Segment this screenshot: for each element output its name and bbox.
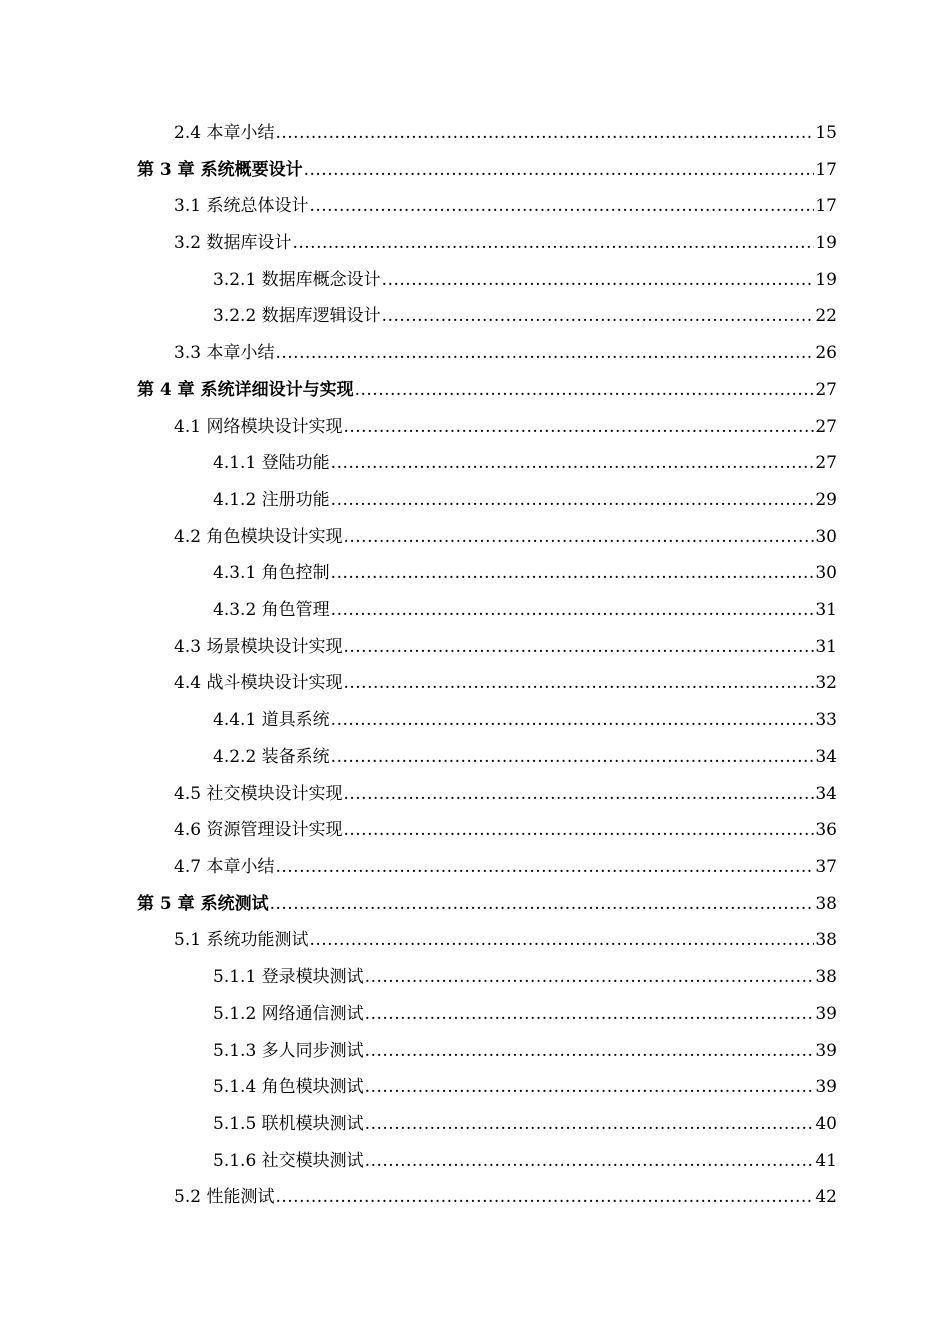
toc-entry-page: 33: [815, 710, 837, 730]
toc-dot-leader: [343, 669, 814, 697]
toc-entry[interactable]: [174, 339, 837, 367]
toc-entry-title: 3.2 数据库设计: [174, 233, 292, 253]
toc-dot-leader: [304, 156, 815, 184]
toc-dot-leader: [343, 413, 814, 441]
toc-entry-page: 19: [815, 270, 837, 290]
toc-entry-page: 15: [815, 123, 837, 143]
toc-entry-title: 4.4 战斗模块设计实现: [174, 673, 343, 693]
toc-entry-title: 5.1.5 联机模块测试: [213, 1114, 364, 1134]
toc-dot-leader: [275, 119, 814, 147]
toc-entry-title: 5.1.1 登录模块测试: [213, 967, 364, 987]
toc-subentry[interactable]: [213, 449, 837, 477]
toc-entry-title: 第 4 章 系统详细设计与实现: [137, 380, 354, 400]
toc-subentry[interactable]: [213, 596, 837, 624]
toc-entry-title: 第 3 章 系统概要设计: [137, 160, 303, 180]
toc-entry[interactable]: [174, 816, 837, 844]
toc-dot-leader: [331, 449, 815, 477]
toc-entry-title: 4.7 本章小结: [174, 857, 275, 877]
toc-entry-title: 4.4.1 道具系统: [213, 710, 330, 730]
toc-entry-title: 4.2.2 装备系统: [213, 747, 330, 767]
toc-entry-page: 22: [815, 306, 837, 326]
toc-entry[interactable]: [174, 192, 837, 220]
toc-dot-leader: [331, 596, 815, 624]
toc-entry-page: 34: [815, 784, 837, 804]
toc-dot-leader: [331, 559, 815, 587]
toc-entry-page: 39: [815, 1041, 837, 1061]
toc-entry-page: 31: [815, 600, 837, 620]
toc-dot-leader: [292, 229, 814, 257]
toc-entry-page: 30: [815, 563, 837, 583]
toc-entry-title: 3.2.1 数据库概念设计: [213, 270, 381, 290]
toc-entry[interactable]: [174, 669, 837, 697]
toc-entry-page: 31: [815, 637, 837, 657]
toc-dot-leader: [382, 266, 815, 294]
toc-subentry[interactable]: [213, 266, 837, 294]
toc-dot-leader: [365, 1000, 815, 1028]
toc-entry[interactable]: [174, 1183, 837, 1211]
toc-entry-title: 4.5 社交模块设计实现: [174, 784, 343, 804]
toc-chapter-entry[interactable]: [137, 376, 837, 404]
toc-entry-title: 3.2.2 数据库逻辑设计: [213, 306, 381, 326]
toc-dot-leader: [343, 816, 814, 844]
toc-subentry[interactable]: [213, 559, 837, 587]
toc-entry-page: 38: [815, 894, 837, 914]
toc-entry-page: 36: [815, 820, 837, 840]
toc-dot-leader: [275, 853, 814, 881]
toc-dot-leader: [270, 890, 815, 918]
toc-entry[interactable]: [174, 229, 837, 257]
toc-entry[interactable]: [174, 413, 837, 441]
toc-chapter-entry[interactable]: [137, 156, 837, 184]
toc-entry-page: 19: [815, 233, 837, 253]
toc-entry-title: 4.1 网络模块设计实现: [174, 417, 343, 437]
toc-entry-page: 39: [815, 1004, 837, 1024]
toc-entry-page: 26: [815, 343, 837, 363]
toc-entry-title: 4.1.1 登陆功能: [213, 453, 330, 473]
toc-dot-leader: [343, 780, 814, 808]
toc-entry-title: 2.4 本章小结: [174, 123, 275, 143]
toc-entry-title: 第 5 章 系统测试: [137, 894, 269, 914]
toc-dot-leader: [365, 1110, 815, 1138]
toc-entry-title: 5.1 系统功能测试: [174, 930, 309, 950]
toc-subentry[interactable]: [213, 706, 837, 734]
toc-dot-leader: [331, 486, 815, 514]
toc-entry-page: 30: [815, 527, 837, 547]
toc-dot-leader: [365, 1147, 815, 1175]
toc-entry-title: 5.1.3 多人同步测试: [213, 1041, 364, 1061]
toc-entry-title: 5.2 性能测试: [174, 1187, 275, 1207]
toc-entry-title: 4.1.2 注册功能: [213, 490, 330, 510]
toc-entry-title: 4.3.2 角色管理: [213, 600, 330, 620]
toc-dot-leader: [331, 706, 815, 734]
toc-entry-page: 27: [815, 380, 837, 400]
toc-dot-leader: [355, 376, 815, 404]
toc-entry-page: 32: [815, 673, 837, 693]
toc-entry-page: 40: [815, 1114, 837, 1134]
toc-dot-leader: [382, 302, 815, 330]
toc-dot-leader: [309, 926, 814, 954]
toc-dot-leader: [365, 1073, 815, 1101]
toc-entry-title: 3.3 本章小结: [174, 343, 275, 363]
toc-entry-page: 27: [815, 453, 837, 473]
toc-entry-page: 41: [815, 1151, 837, 1171]
toc-entry-page: 27: [815, 417, 837, 437]
toc-dot-leader: [365, 1037, 815, 1065]
toc-entry[interactable]: [174, 633, 837, 661]
toc-entry-page: 29: [815, 490, 837, 510]
toc-subentry[interactable]: [213, 486, 837, 514]
toc-entry-title: 5.1.4 角色模块测试: [213, 1077, 364, 1097]
toc-entry-page: 39: [815, 1077, 837, 1097]
toc-entry-title: 4.3 场景模块设计实现: [174, 637, 343, 657]
toc-entry-title: 3.1 系统总体设计: [174, 196, 309, 216]
toc-dot-leader: [309, 192, 814, 220]
toc-dot-leader: [365, 963, 815, 991]
toc-entry-title: 4.3.1 角色控制: [213, 563, 330, 583]
toc-dot-leader: [343, 523, 814, 551]
toc-dot-leader: [343, 633, 814, 661]
toc-dot-leader: [275, 1183, 814, 1211]
toc-subentry[interactable]: [213, 963, 837, 991]
toc-entry-page: 17: [815, 196, 837, 216]
toc-entry[interactable]: [174, 926, 837, 954]
toc-subentry[interactable]: [213, 1000, 837, 1028]
toc-dot-leader: [331, 743, 815, 771]
toc-entry-title: 4.6 资源管理设计实现: [174, 820, 343, 840]
toc-subentry[interactable]: [213, 302, 837, 330]
toc-subentry[interactable]: [213, 1147, 837, 1175]
toc-entry-title: 4.2 角色模块设计实现: [174, 527, 343, 547]
toc-entry-page: 38: [815, 967, 837, 987]
toc-entry[interactable]: [174, 119, 837, 147]
toc-entry-page: 38: [815, 930, 837, 950]
toc-entry-page: 34: [815, 747, 837, 767]
toc-subentry[interactable]: [213, 1037, 837, 1065]
toc-entry-title: 5.1.2 网络通信测试: [213, 1004, 364, 1024]
toc-chapter-entry[interactable]: [137, 890, 837, 918]
toc-entry[interactable]: [174, 523, 837, 551]
toc-entry[interactable]: [174, 853, 837, 881]
toc-entry-page: 17: [815, 160, 837, 180]
toc-entry-page: 37: [815, 857, 837, 877]
toc-entry-page: 42: [815, 1187, 837, 1207]
toc-entry[interactable]: [174, 780, 837, 808]
toc-subentry[interactable]: [213, 1110, 837, 1138]
toc-dot-leader: [275, 339, 814, 367]
toc-subentry[interactable]: [213, 743, 837, 771]
toc-entry-title: 5.1.6 社交模块测试: [213, 1151, 364, 1171]
toc-subentry[interactable]: [213, 1073, 837, 1101]
